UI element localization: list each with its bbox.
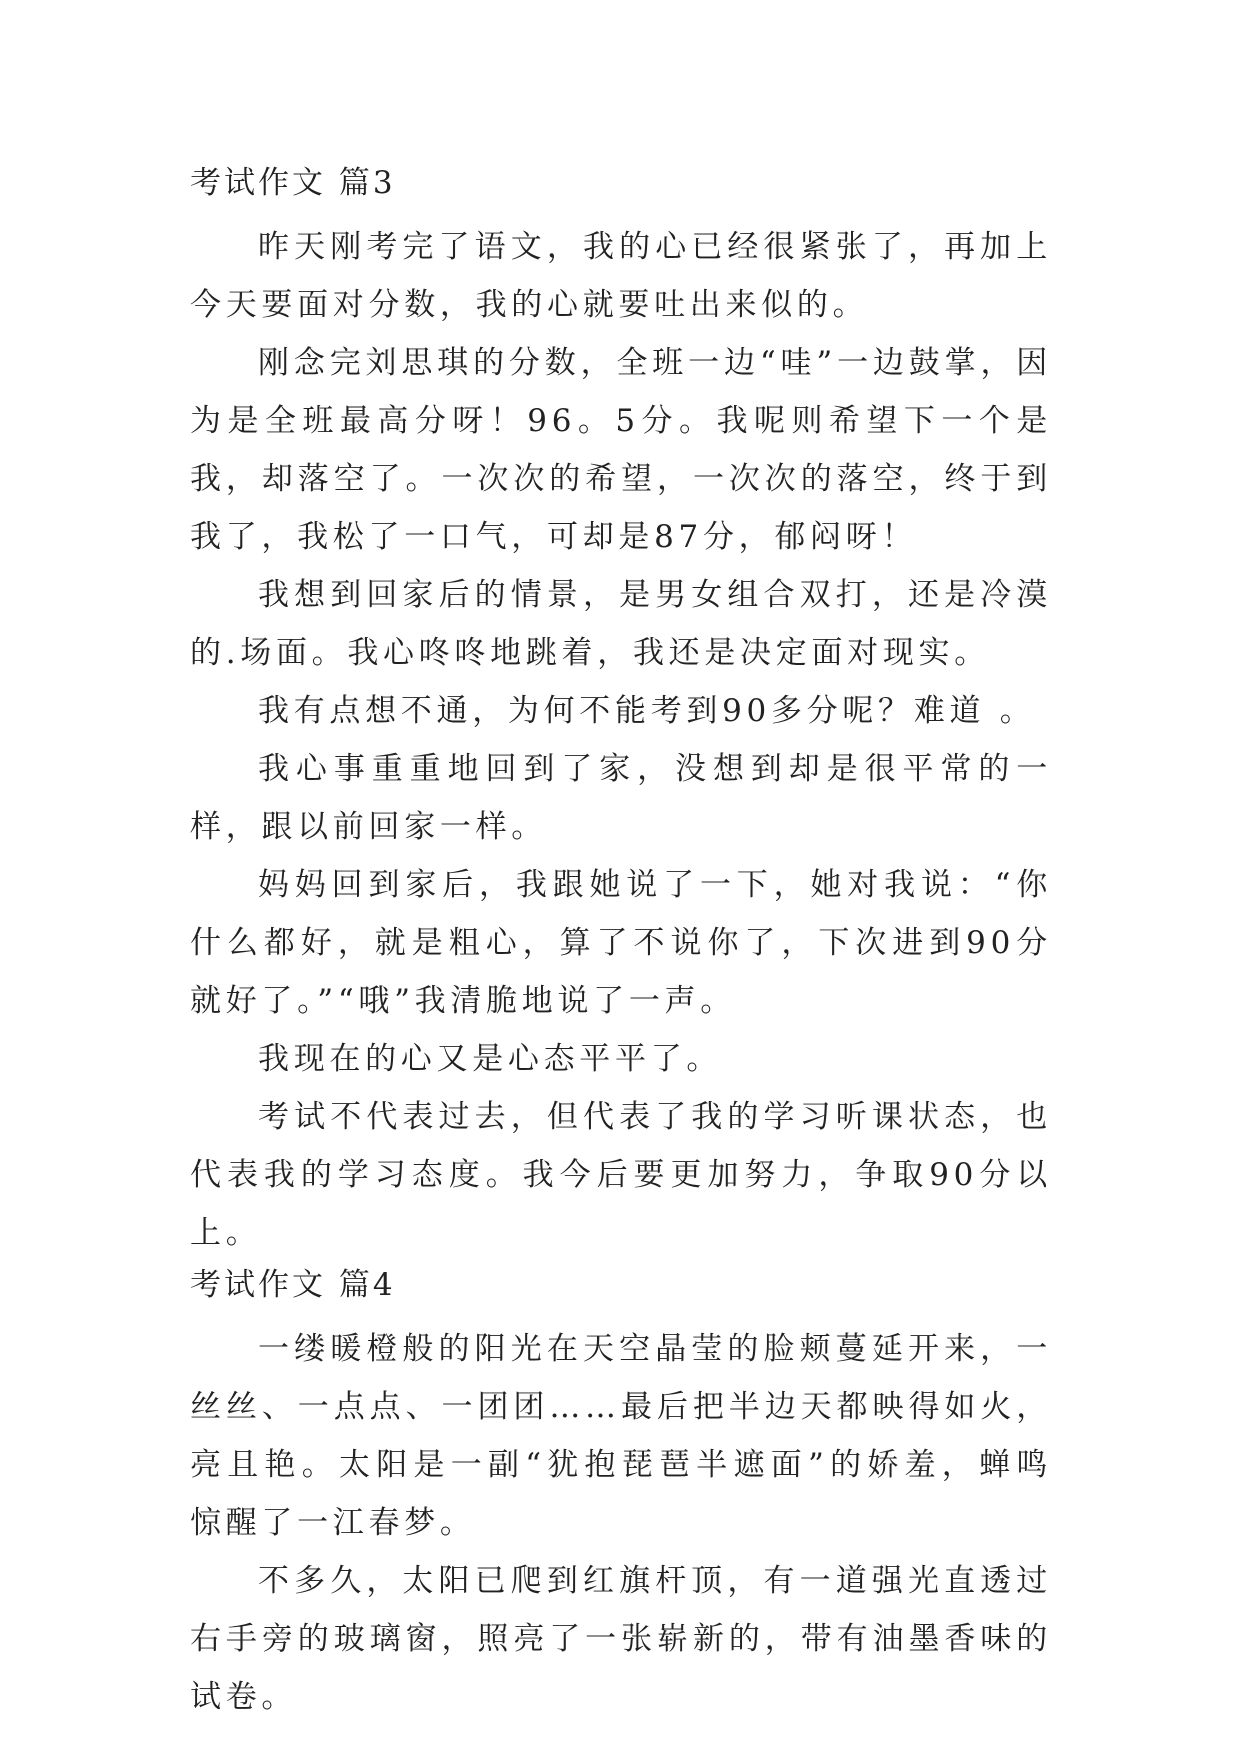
paragraph: 不多久，太阳已爬到红旗杆顶，有一道强光直透过右手旁的玻璃窗，照亮了一张崭新的，带有油墨香味的试卷。 bbox=[190, 1563, 1052, 1715]
paragraph: 考试不代表过去，但代表了我的学习听课状态，也代表我的学习态度。我今后要更加努力，争取90分以上。 bbox=[190, 1099, 1052, 1251]
paragraph: 我心事重重地回到了家，没想到却是很平常的一样，跟以前回家一样。 bbox=[190, 751, 1052, 845]
paragraph: 我想到回家后的情景，是男女组合双打，还是冷漠的.场面。我心咚咚地跳着，我还是决定面对现实。 bbox=[190, 577, 1052, 671]
paragraph: 昨天刚考完了语文，我的心已经很紧张了，再加上今天要面对分数，我的心就要吐出来似的。 bbox=[190, 229, 1052, 323]
section-heading: 考试作文 篇3 bbox=[190, 165, 396, 201]
paragraph: 我现在的心又是心态平平了。 bbox=[258, 1041, 723, 1077]
section-heading: 考试作文 篇4 bbox=[190, 1267, 396, 1303]
paragraph: 一缕暖橙般的阳光在天空晶莹的脸颊蔓延开来，一丝丝、一点点、一团团……最后把半边天都映得如火，亮且艳。太阳是一副“犹抱琵琶半遮面”的娇羞，蝉鸣惊醒了一江春梦。 bbox=[190, 1331, 1052, 1541]
paragraph: 刚念完刘思琪的分数，全班一边“哇”一边鼓掌，因为是全班最高分呀！96。5分。我呢则希望下一个是我，却落空了。一次次的希望，一次次的落空，终于到我了，我松了一口气，可却是87分，郁闷呀！ bbox=[190, 345, 1052, 555]
paragraph: 妈妈回到家后，我跟她说了一下，她对我说：“你什么都好，就是粗心，算了不说你了，下次进到90分就好了。”“哦”我清脆地说了一声。 bbox=[190, 867, 1052, 1019]
document-body bbox=[190, 160, 1052, 1726]
paragraph: 我有点想不通，为何不能考到90多分呢？难道 。 bbox=[258, 693, 1036, 729]
